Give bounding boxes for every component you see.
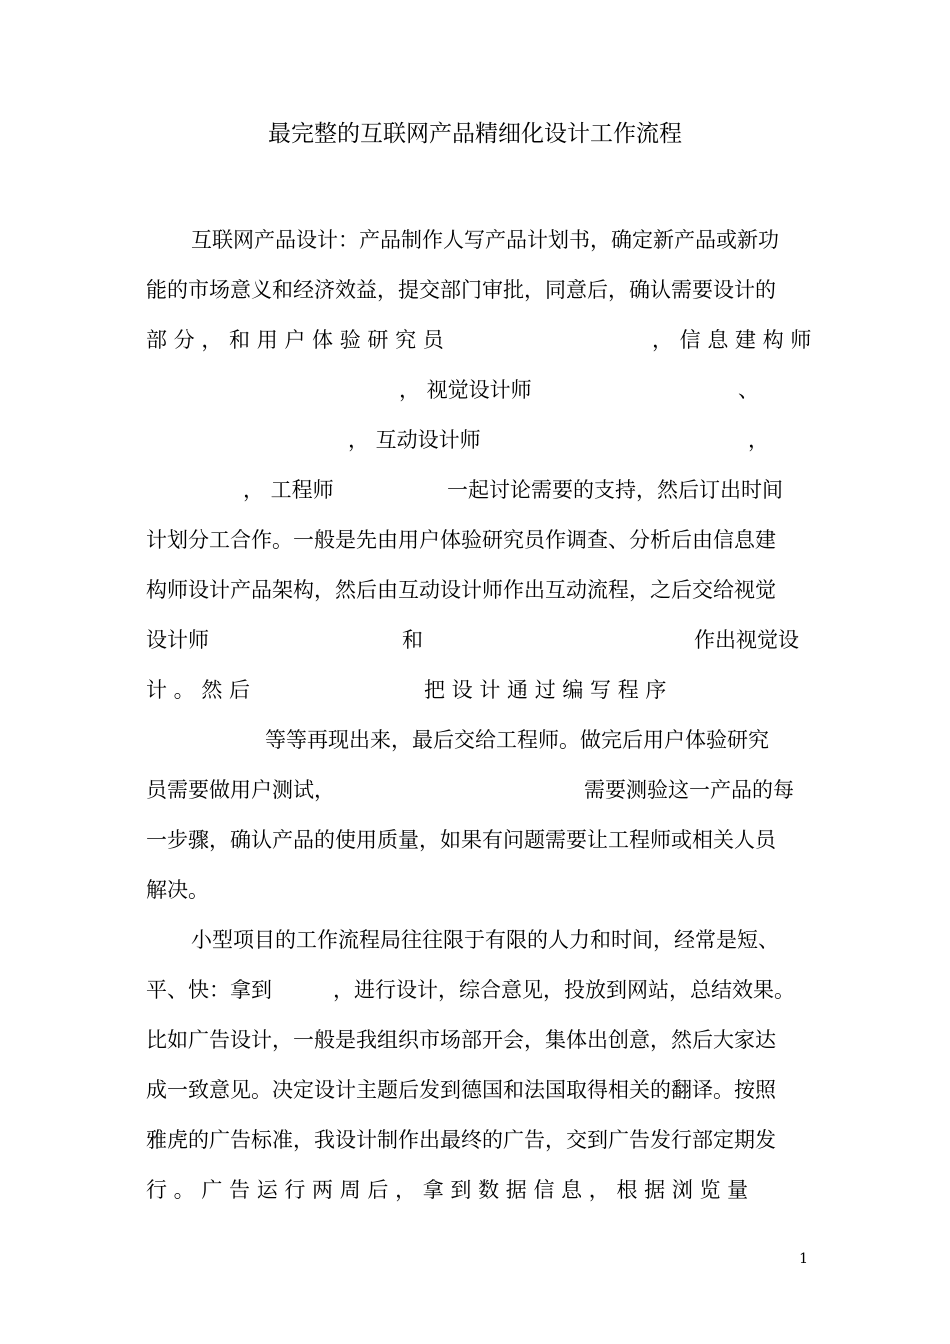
text-line: 小型项目的工作流程局往往限于有限的人力和时间，经常是短、 [191, 928, 779, 952]
text-line: 一步骤，确认产品的使用质量，如果有问题需要让工程师或相关人员 [146, 828, 776, 852]
text-line: 构师设计产品架构，然后由互动设计师作出互动流程，之后交给视觉 [146, 578, 776, 602]
text-line: 计 。 然 后 [146, 678, 251, 702]
text-line: ， 互动设计师 [348, 428, 481, 452]
text-line: 员需要做用户测试， [146, 778, 335, 802]
text-line: 计划分工合作。一般是先由用户体验研究员作调查、分析后由信息建 [146, 528, 776, 552]
text-line: 和 [402, 628, 423, 652]
text-line: 、 [738, 378, 759, 402]
text-line: 比如广告设计，一般是我组织市场部开会，集体出创意，然后大家达 [146, 1028, 776, 1052]
text-line: 能的市场意义和经济效益，提交部门审批，同意后，确认需要设计的 [146, 278, 776, 302]
text-line: ， 信 息 建 构 师 [652, 328, 812, 352]
text-line: 一起讨论需要的支持，然后订出时间 [447, 478, 783, 502]
text-line: 需要测验这一产品的每 [584, 778, 794, 802]
text-line: 行 。 广 告 运 行 两 周 后 ， 拿 到 数 据 信 息 ， 根 据 浏 览 量 [146, 1178, 749, 1202]
document-title: 最完整的互联网产品精细化设计工作流程 [268, 121, 682, 147]
text-line: 部 分 ， 和 用 户 体 验 研 究 员 [146, 328, 444, 352]
text-line: ， 工程师 [243, 478, 334, 502]
text-line: 雅虎的广告标准，我设计制作出最终的广告，交到广告发行部定期发 [146, 1128, 776, 1152]
text-line: 平、快：拿到 [146, 978, 272, 1002]
text-line: 把 设 计 通 过 编 写 程 序 [424, 678, 667, 702]
text-line: 解决。 [146, 878, 209, 902]
text-line: ，进行设计，综合意见，投放到网站，总结效果。 [333, 978, 795, 1002]
text-line: 互联网产品设计：产品制作人写产品计划书，确定新产品或新功 [191, 228, 779, 252]
text-line: 成一致意见。决定设计主题后发到德国和法国取得相关的翻译。按照 [146, 1078, 776, 1102]
page-number: 1 [799, 1251, 808, 1267]
text-line: ， [748, 428, 769, 452]
text-line: 等等再现出来，最后交给工程师。做完后用户体验研究 [265, 728, 769, 752]
text-line: 作出视觉设 [694, 628, 799, 652]
text-line: 设计师 [146, 628, 209, 652]
text-line: ， 视觉设计师 [399, 378, 532, 402]
